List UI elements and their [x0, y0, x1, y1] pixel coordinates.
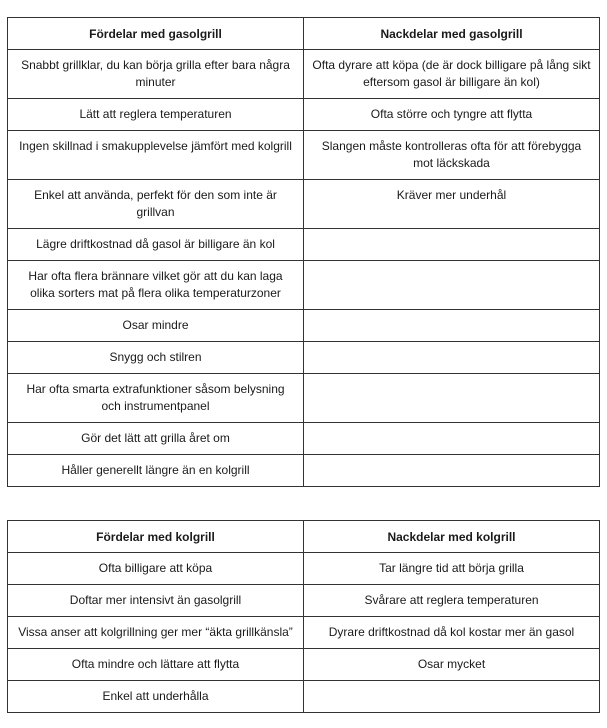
con-cell: Osar mycket [304, 649, 600, 681]
table-row [8, 50, 600, 99]
pro-cell: Lätt att reglera temperaturen [8, 99, 304, 131]
table-row [8, 374, 600, 423]
pros-gas-header: Fördelar med gasolgrill [8, 18, 304, 50]
table-row [8, 649, 600, 681]
gas-grill-comparison-table [7, 17, 600, 487]
pro-cell: Vissa anser att kolgrillning ger mer “äkta grillkänsla” [8, 617, 304, 649]
pro-cell: Doftar mer intensivt än gasolgrill [8, 585, 304, 617]
con-cell: Svårare att reglera temperaturen [304, 585, 600, 617]
table-row [8, 585, 600, 617]
pro-cell: Snabbt grillklar, du kan börja grilla efter bara några minuter [8, 50, 304, 99]
table-row [8, 99, 600, 131]
pro-cell: Ofta mindre och lättare att flytta [8, 649, 304, 681]
table-row [8, 261, 600, 310]
pro-cell: Håller generellt längre än en kolgrill [8, 455, 304, 487]
con-cell [304, 310, 600, 342]
con-cell [304, 229, 600, 261]
pro-cell: Lägre driftkostnad då gasol är billigare än kol [8, 229, 304, 261]
pro-cell: Enkel att underhålla [8, 681, 304, 713]
cons-coal-header: Nackdelar med kolgrill [304, 521, 600, 553]
table-header-row [8, 521, 600, 553]
pro-cell: Har ofta flera brännare vilket gör att du kan laga olika sorters mat på flera olika temperaturzoner [8, 261, 304, 310]
pro-cell: Ofta billigare att köpa [8, 553, 304, 585]
table-row [8, 455, 600, 487]
pro-cell: Har ofta smarta extrafunktioner såsom belysning och instrumentpanel [8, 374, 304, 423]
con-cell [304, 374, 600, 423]
con-cell [304, 681, 600, 713]
table-row [8, 180, 600, 229]
con-cell: Ofta dyrare att köpa (de är dock billigare på lång sikt eftersom gasol är billigare än kol) [304, 50, 600, 99]
table-row [8, 342, 600, 374]
con-cell: Slangen måste kontrolleras ofta för att förebygga mot läckskada [304, 131, 600, 180]
pro-cell: Osar mindre [8, 310, 304, 342]
table-row [8, 553, 600, 585]
con-cell: Kräver mer underhål [304, 180, 600, 229]
pro-cell: Enkel att använda, perfekt för den som inte är grillvan [8, 180, 304, 229]
con-cell: Dyrare driftkostnad då kol kostar mer än gasol [304, 617, 600, 649]
pros-coal-header: Fördelar med kolgrill [8, 521, 304, 553]
con-cell [304, 423, 600, 455]
table-row [8, 229, 600, 261]
table-row [8, 617, 600, 649]
con-cell: Ofta större och tyngre att flytta [304, 99, 600, 131]
con-cell [304, 261, 600, 310]
table-row [8, 681, 600, 713]
pro-cell: Ingen skillnad i smakupplevelse jämfört med kolgrill [8, 131, 304, 180]
table-row [8, 131, 600, 180]
coal-grill-comparison-table [7, 520, 600, 713]
pro-cell: Gör det lätt att grilla året om [8, 423, 304, 455]
table-row [8, 310, 600, 342]
cons-gas-header: Nackdelar med gasolgrill [304, 18, 600, 50]
table-header-row [8, 18, 600, 50]
con-cell [304, 342, 600, 374]
con-cell [304, 455, 600, 487]
table-row [8, 423, 600, 455]
pro-cell: Snygg och stilren [8, 342, 304, 374]
con-cell: Tar längre tid att börja grilla [304, 553, 600, 585]
